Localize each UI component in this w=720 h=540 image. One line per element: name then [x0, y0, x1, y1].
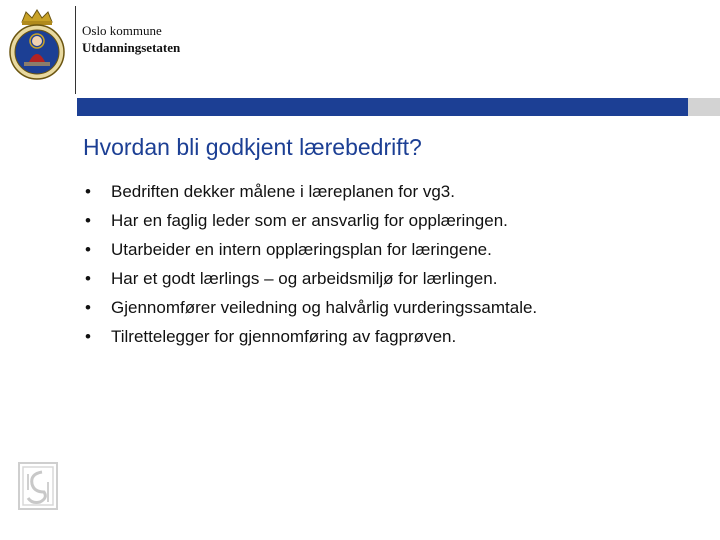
- bullet-item: [85, 177, 537, 206]
- bullet-item: [85, 206, 537, 235]
- oslo-emblem-watermark-icon: [18, 462, 58, 510]
- organization-block: [82, 22, 180, 56]
- bullet-dot: •: [85, 327, 91, 346]
- slide-title: Hvordan bli godkjent lærebedrift?: [83, 134, 422, 160]
- bullet-text: Har en faglig leder som er ansvarlig for opplæringen.: [111, 211, 508, 230]
- bullet-list: [85, 177, 537, 351]
- header-divider: [75, 6, 76, 94]
- bullet-item: [85, 235, 537, 264]
- oslo-coat-of-arms-icon: [8, 8, 66, 82]
- bullet-text: Har et godt lærlings – og arbeidsmiljø for lærlingen.: [111, 269, 498, 288]
- bullet-text: Gjennomfører veiledning og halvårlig vurderingssamtale.: [111, 298, 538, 317]
- bullet-text: Bedriften dekker målene i læreplanen for vg3.: [111, 182, 455, 201]
- bullet-dot: •: [85, 269, 91, 288]
- bullet-dot: •: [85, 240, 91, 259]
- bullet-item: [85, 264, 537, 293]
- header-accent-band: [77, 98, 688, 116]
- department-name: Utdanningsetaten: [82, 40, 181, 55]
- bullet-dot: •: [85, 298, 91, 317]
- bullet-dot: •: [85, 211, 91, 230]
- bullet-text: Tilrettelegger for gjennomføring av fagprøven.: [111, 327, 457, 346]
- bullet-text: Utarbeider en intern opplæringsplan for læringene.: [111, 240, 492, 259]
- header-band-end: [688, 98, 720, 116]
- org-name: Oslo kommune: [82, 23, 162, 38]
- bullet-item: [85, 293, 537, 322]
- bullet-dot: •: [85, 182, 91, 201]
- bullet-item: [85, 322, 537, 351]
